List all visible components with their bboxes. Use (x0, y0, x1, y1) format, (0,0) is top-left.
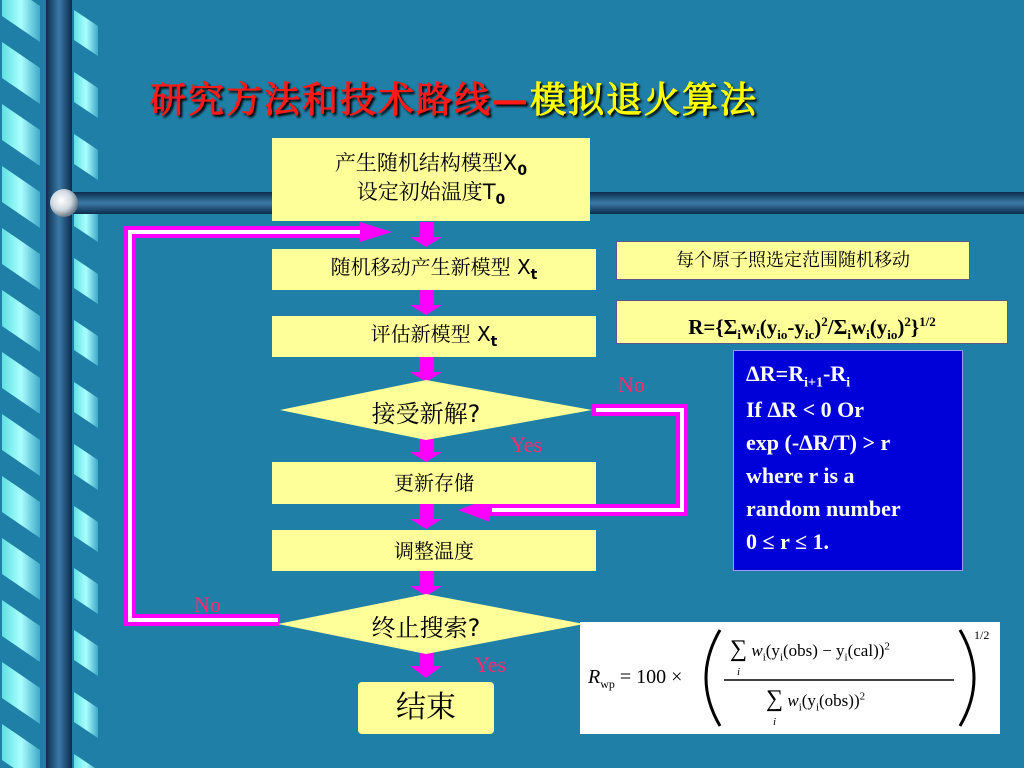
note-r-formula: $R=\{\Sigma_iw_i(y_{io}-y_{ic})^2/\Sigma_iw_i(y_{io})^2\}^{1/2}$ (616, 300, 1008, 344)
arrow-down-5 (410, 504, 442, 529)
arrow-down-2 (410, 290, 442, 315)
formula-numerator: ∑ $w_i(y_i(obs) - y_i(cal))^2$ (730, 636, 890, 664)
label-no-accept: No (618, 372, 645, 397)
arrow-down-6 (410, 571, 442, 596)
rule-line-3: exp (-ΔR/T) > r (746, 430, 891, 456)
formula-exponent: 1/2 (974, 628, 990, 642)
init-line1-sub: 0 (517, 162, 528, 179)
rule-line-1: $\Delta R=R_{i+1}-R_i$ (746, 361, 851, 391)
flow-box-evaluate (272, 316, 596, 357)
flow-box-end: 结束 (358, 682, 494, 734)
flow-box-update-storage: 更新存储 (272, 462, 596, 504)
formula-sum-index-bottom: i (773, 716, 777, 728)
flow-box-init (272, 138, 590, 221)
rule-line-4: where r is a (746, 463, 855, 489)
rule-line-5: random number (746, 496, 901, 522)
label-no-terminate: No (194, 592, 221, 617)
arrow-down-7 (410, 650, 442, 678)
acceptance-rule-box (733, 350, 963, 571)
note-random-move: 每个原子照选定范围随机移动 (616, 241, 970, 280)
arrow-down-3 (410, 357, 442, 382)
loop-back-arrowhead (360, 222, 392, 242)
flow-box-random-move (272, 249, 596, 290)
arrow-down-4 (410, 437, 442, 462)
arrow-down-1 (410, 222, 442, 247)
random-move-sub: t (530, 267, 538, 284)
label-yes-terminate: Yes (474, 652, 507, 677)
rule-line-2: If ΔR < 0 Or (746, 397, 864, 423)
title-part1: 研究方法和技术路线 (150, 79, 493, 121)
decision-accept-label: 接受新解? (371, 400, 481, 428)
decision-terminate-label: 终止搜索? (371, 614, 481, 642)
random-move-text: 随机移动产生新模型 X (330, 255, 531, 280)
init-line2: 设定初始温度T (356, 179, 496, 204)
rwp-formula (580, 622, 1000, 734)
formula-denominator: ∑ $w_i(y_i(obs))^2$ (766, 686, 866, 714)
formula-sum-index-top: i (737, 666, 741, 678)
init-line2-sub: 0 (495, 191, 506, 208)
title-dash: — (492, 79, 531, 121)
title-part2: 模拟退火算法 (530, 79, 759, 121)
flow-box-adjust-temperature: 调整温度 (272, 530, 596, 571)
evaluate-sub: t (490, 334, 498, 351)
evaluate-text: 评估新模型 X (370, 322, 491, 347)
formula-lhs: $R_{wp} = 100$ × (588, 666, 683, 691)
rule-line-6: 0 ≤ r ≤ 1. (746, 529, 830, 555)
init-line1: 产生随机结构模型X (334, 150, 518, 175)
label-yes-accept: Yes (510, 432, 543, 457)
